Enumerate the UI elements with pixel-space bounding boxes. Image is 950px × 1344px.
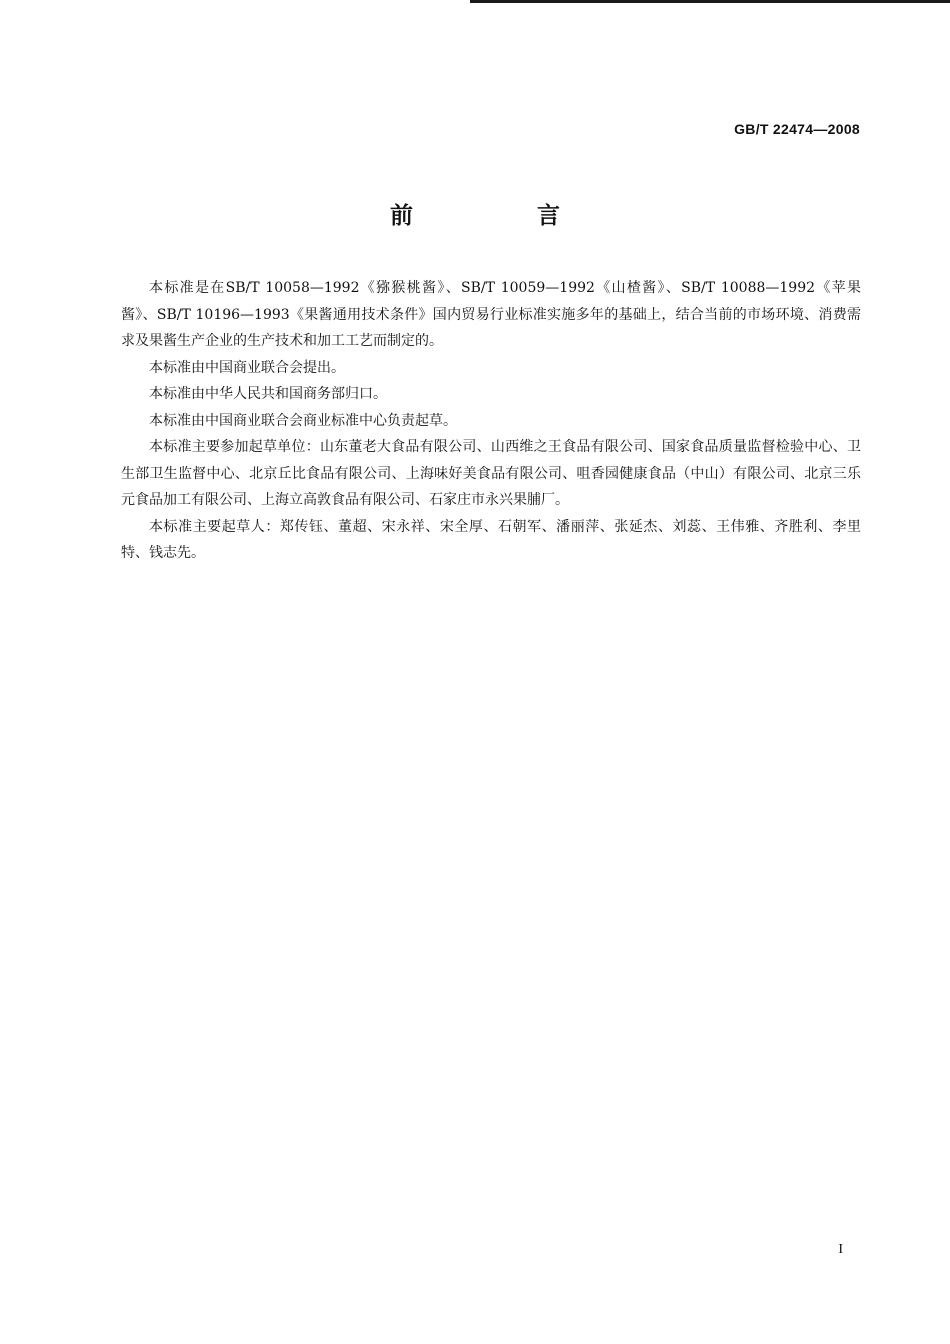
paragraph-administrator: 本标准由中华人民共和国商务部归口。 — [149, 386, 387, 402]
paragraph-drafter: 本标准由中国商业联合会商业标准中心负责起草。 — [149, 412, 457, 429]
scan-edge-line — [470, 0, 950, 3]
paragraph-basis: 本标准是在SB/T 10058—1992《猕猴桃酱》、SB/T 10059—1992《山楂酱》、SB/T 10088—1992《苹果酱》、SB/T 10196—1993《果酱通用技术条件》国内贸易行业标准实施多年的基础上，结合当前的市场环境、消费需求及果酱生产企业的生产技术和加工工艺而制定的。 — [121, 280, 861, 349]
page-number: I — [838, 1242, 843, 1257]
standard-code: GB/T 22474—2008 — [734, 121, 860, 137]
paragraph-drafting-units: 本标准主要参加起草单位：山东董老大食品有限公司、山西维之王食品有限公司、国家食品质量监督检验中心、卫生部卫生监督中心、北京丘比食品有限公司、上海味好美食品有限公司、咀香园健康食品（中山）有限公司、北京三乐元食品加工有限公司、上海立高敦食品有限公司、石家庄市永兴果脯厂。 — [121, 439, 861, 508]
page-title: 前 言 — [389, 203, 618, 229]
paragraph-proposer: 本标准由中国商业联合会提出。 — [149, 359, 345, 376]
foreword-body — [121, 275, 861, 567]
paragraph-drafting-persons: 本标准主要起草人：郑传钰、董超、宋永祥、宋全厚、石朝军、潘丽萍、张延杰、刘蕊、王伟雅、齐胜利、李里特、钱志先。 — [121, 518, 861, 561]
